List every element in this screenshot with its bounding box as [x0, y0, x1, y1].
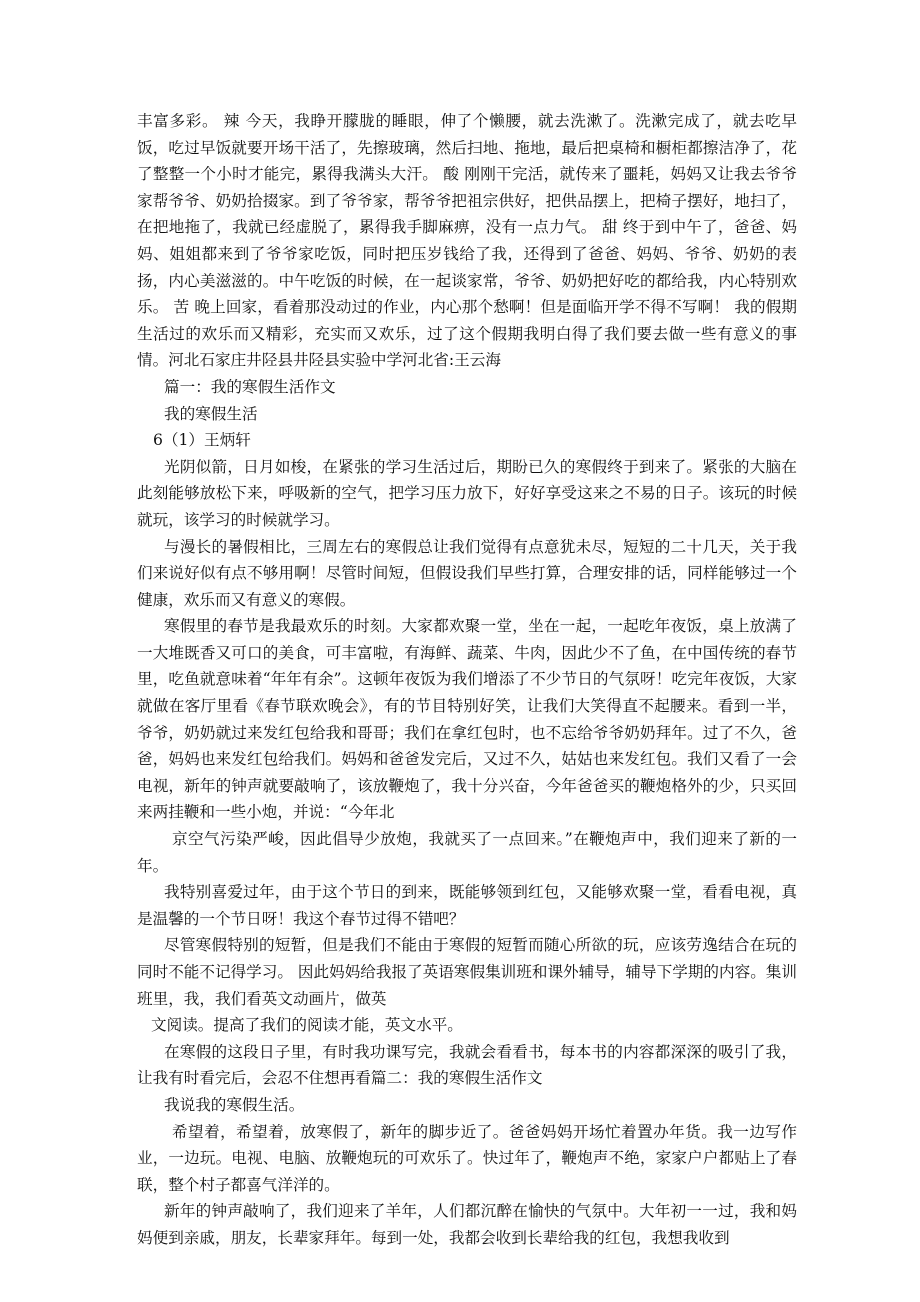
essay-title: 我的寒假生活 — [164, 404, 258, 423]
document-body — [137, 108, 797, 1252]
paragraph: 文阅读。提高了我们的阅读才能，英文水平。 — [151, 1016, 463, 1035]
paragraph-previous-essay-ending: 丰富多彩。 辣 今天，我睁开朦胧的睡眼，伸了个懒腰，就去洗漱了。洗漱完成了，就去吃早饭，吃过早饭就要开场干活了，先擦玻璃，然后扫地、拖地，最后把桌椅和橱柜都擦洁净了，花了整整一个小时才能完，累得我满头大汗。 酸 刚刚干完活，就传来了噩耗，妈妈又让我去爷爷家帮爷爷、奶奶拾掇家。到了爷爷家，帮爷爷把祖宗供好，把供品摆上，把椅子摆好，地扫了，在把地拖了，我就已经虚脱了，累得我手脚麻痹，没有一点力气。 甜 终于到中午了，爸爸、妈妈、姐姐都来到了爷爷家吃饭，同时把压岁钱给了我，还得到了爸爸、妈妈、爷爷、奶奶的表扬，内心美滋滋的。中午吃饭的时候，在一起谈家常，爷爷、奶奶把好吃的都给我，内心特别欢乐。 苦 晚上回家，看着那没动过的作业，内心那个愁啊！但是面临开学不得不写啊！ 我的假期生活过的欢乐而又精彩，充实而又欢乐，过了这个假期我明白得了我们要去做一些有意义的事情。河北石家庄井陉县井陉县实验中学河北省:王云海 — [137, 112, 797, 370]
paragraph: 新年的钟声敲响了，我们迎来了羊年，人们都沉醉在愉快的气氛中。大年初一一过，我和妈妈便到亲戚，朋友，长辈家拜年。每到一处，我都会收到长辈给我的红包，我想我收到 — [137, 1202, 797, 1247]
paragraph: 尽管寒假特别的短暂，但是我们不能由于寒假的短暂而随心所欲的玩，应该劳逸结合在玩的同时不能不记得学习。 因此妈妈给我报了英语寒假集训班和课外辅导，辅导下学期的内容。集训班里，我，我们看英文动画片，做英 — [137, 936, 797, 1008]
section-heading-1: 篇一：我的寒假生活作文 — [164, 377, 336, 396]
paragraph: 京空气污染严峻，因此倡导少放炮，我就买了一点回来。”在鞭炮声中，我们迎来了新的一年。 — [137, 830, 797, 875]
paragraph: 我特别喜爱过年，由于这个节日的到来，既能够领到红包，又能够欢聚一堂，看看电视，真是温馨的一个节日呀！我这个春节过得不错吧？ — [137, 883, 797, 928]
paragraph: 光阴似箭，日月如梭，在紧张的学习生活过后，期盼已久的寒假终于到来了。紧张的大脑在此刻能够放松下来，呼吸新的空气，把学习压力放下，好好享受这来之不易的日子。该玩的时候就玩，该学习的时候就学习。 — [137, 457, 797, 529]
author-line: 6（1）王炳轩 — [153, 431, 251, 450]
paragraph: 希望着，希望着，放寒假了，新年的脚步近了。爸爸妈妈开场忙着置办年货。我一边写作业，一边玩。电视、电脑、放鞭炮玩的可欢乐了。快过年了，鞭炮声不绝，家家户户都贴上了春联，整个村子都喜气洋洋的。 — [137, 1122, 797, 1194]
paragraph: 与漫长的暑假相比，三周左右的寒假总让我们觉得有点意犹未尽，短短的二十几天，关于我们来说好似有点不够用啊！尽管时间短，但假设我们早些打算，合理安排的话，同样能够过一个健康，欢乐而又有意义的寒假。 — [137, 537, 797, 609]
paragraph: 在寒假的这段日子里，有时我功课写完，我就会看看书，每本书的内容都深深的吸引了我，让我有时看完后，会忍不住想再看篇二：我的寒假生活作文 — [137, 1042, 797, 1088]
paragraph: 我说我的寒假生活。 — [164, 1095, 305, 1114]
paragraph: 寒假里的春节是我最欢乐的时刻。大家都欢聚一堂，坐在一起，一起吃年夜饭，桌上放满了一大堆既香又可口的美食，可丰富啦，有海鲜、蔬菜、牛肉，因此少不了鱼，在中国传统的春节里，吃鱼就意味着“年年有余”。这顿年夜饭为我们增添了不少节日的气氛呀！吃完年夜饭，大家就做在客厅里看《春节联欢晚会》，有的节目特别好笑，让我们大笑得直不起腰来。看到一半，爷爷，奶奶就过来发红包给我和哥哥；我们在拿红包时，也不忘给爷爷奶奶拜年。过了不久，爸爸，妈妈也来发红包给我们。妈妈和爸爸发完后，又过不久，姑姑也来发红包。我们又看了一会电视，新年的钟声就要敲响了，该放鞭炮了，我十分兴奋，今年爸爸买的鞭炮格外的少，只买回来两挂鞭和一些小炮，并说：“今年北 — [137, 617, 797, 822]
